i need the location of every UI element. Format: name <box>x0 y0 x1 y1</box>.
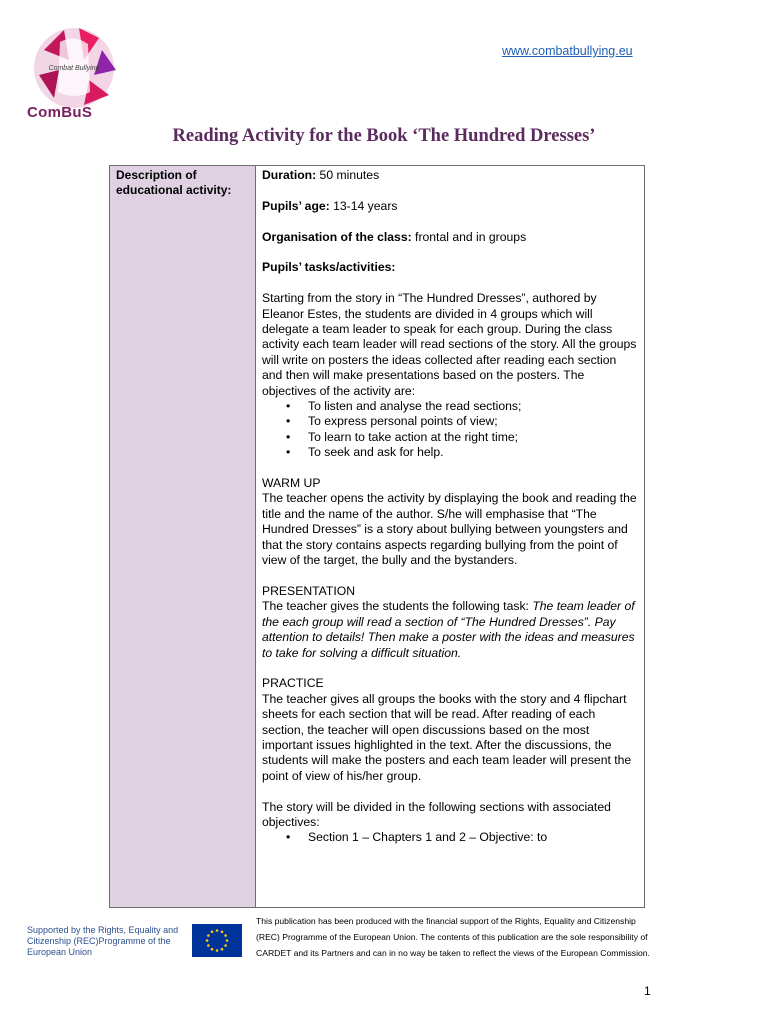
sections-intro: The story will be divided in the following sections with associated objectives: <box>262 799 611 829</box>
supported-by-text: Supported by the Rights, Equality and Citizenship (REC)Programme of the European Union <box>27 925 179 957</box>
list-item: • To listen and analyse the read sections; <box>308 399 638 414</box>
duration-line: Duration: 50 minutes <box>262 168 380 182</box>
warmup-paragraph: The teacher opens the activity by displaying the book and reading the title and the name of the author. S/he will emphasise that “The Hundred Dresses” is a story about bullying between youngsters and that the story contains aspects regarding bullying from the point of view of the target, the bully and the bystanders. <box>262 491 637 568</box>
table-label-cell <box>110 166 256 907</box>
list-item: • To learn to take action at the right time; <box>308 430 638 445</box>
table-content-cell <box>256 166 644 907</box>
intro-paragraph: Starting from the story in “The Hundred Dresses”, authored by Eleanor Estes, the students are divided in 4 groups which will delegate a team leader to speak for each group. During the class activity each team leader will read sections of the story. All the groups will write on posters the ideas collected after reading each section and then will make presentations based on the posters. The objectives of the activity are: <box>262 291 637 398</box>
practice-paragraph: The teacher gives all groups the books with the story and 4 flipchart sheets for each section that will be read. After reading of each section, the teacher will open discussions based on the most important issues highlighted in the text. After the discussions, the students will make the posters and each team leader will present the point of view of his/her group. <box>262 691 632 783</box>
svg-text:Combat Bullying: Combat Bullying <box>48 65 100 72</box>
practice-heading: PRACTICE <box>262 676 324 691</box>
page-number: 1 <box>644 984 651 998</box>
logo-text: ComBuS <box>27 104 93 121</box>
description-label: Description of educational activity: <box>116 168 232 197</box>
organisation-line: Organisation of the class: frontal and in groups <box>262 229 527 244</box>
age-line: Pupils’ age: 13-14 years <box>262 198 398 213</box>
disclaimer-text: This publication has been produced with the financial support of the Rights, Equality and Citizenship (REC) Programme of the European Union. The contents of this publication are the sole responsibility of CARDET and its Partners and can in no way be taken to reflect the views of the European Commission. <box>256 916 650 958</box>
warmup-heading: WARM UP <box>262 476 321 491</box>
activity-table <box>109 165 645 908</box>
presentation-paragraph: The teacher gives the students the following task: The team leader of the each group will read a section of “The Hundred Dresses”. Pay attention to details! Then make a poster with the ideas and measures to take for solving a difficult situation. <box>262 599 635 660</box>
list-item: • Section 1 – Chapters 1 and 2 – Objective: to <box>308 830 638 845</box>
sections-list <box>262 830 638 845</box>
objectives-list <box>262 399 638 461</box>
presentation-heading: PRESENTATION <box>262 583 355 598</box>
list-item: • To express personal points of view; <box>308 414 638 429</box>
website-link[interactable]: www.combatbullying.eu <box>502 44 633 58</box>
list-item: • To seek and ask for help. <box>308 445 638 460</box>
page-title: Reading Activity for the Book ‘The Hundred Dresses’ <box>172 126 596 146</box>
eu-flag-icon <box>192 924 242 957</box>
tasks-heading: Pupils’ tasks/activities: <box>262 260 396 275</box>
